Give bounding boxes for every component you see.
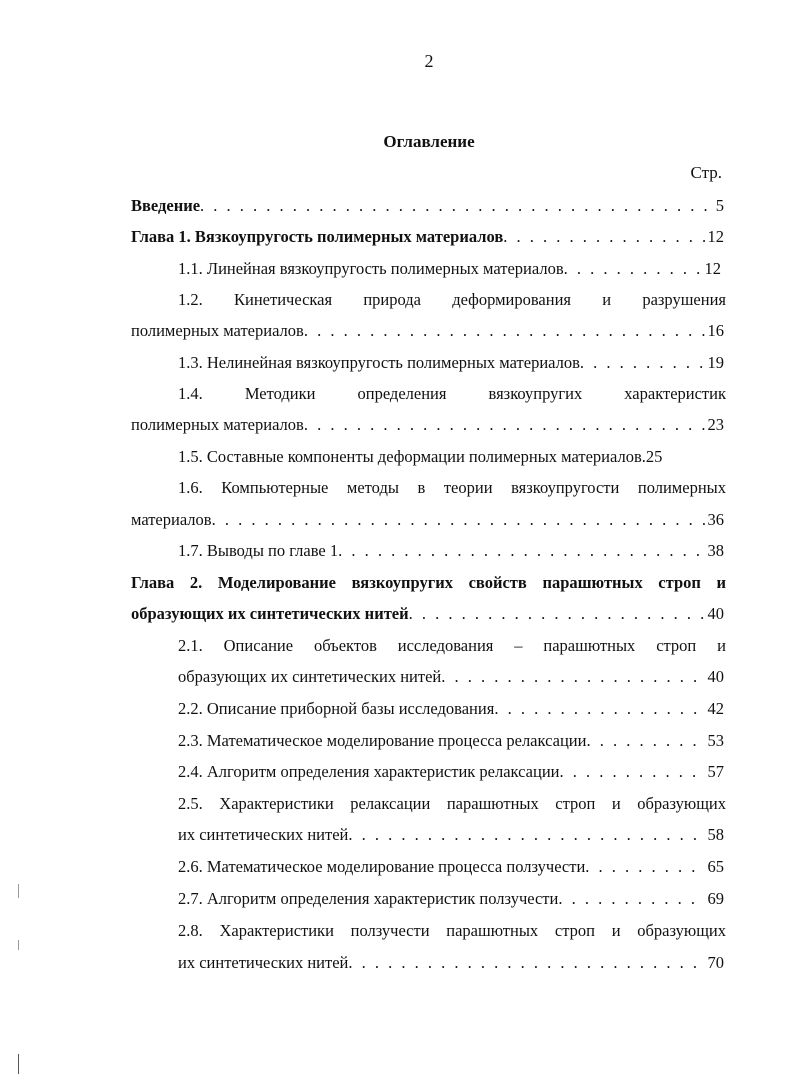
toc-entry-page: 65 — [707, 857, 724, 876]
toc-entry-text: 1.7. Выводы по главе 1 — [178, 541, 339, 560]
toc-entry-page: 53 — [707, 731, 724, 750]
toc-entry-text: 1.1. Линейная вязкоупругость полимерных материалов — [178, 259, 564, 278]
toc-entry-page: 23 — [707, 415, 724, 434]
toc-title: Оглавление — [383, 132, 475, 151]
toc-entry-1-2-line-2 — [131, 321, 724, 341]
toc-entry-text: Введение — [131, 196, 201, 215]
toc-entry-page: 16 — [707, 321, 724, 340]
toc-entry-chapter-2-line-1: Глава 2. Моделирование вязкоупругих свойств парашютных строп и — [131, 573, 726, 592]
dot-leader — [564, 259, 702, 279]
dot-leader — [441, 667, 704, 687]
page-number: 2 — [424, 51, 434, 71]
toc-entry-2-6 — [178, 857, 724, 877]
toc-entry-text: 1.3. Нелинейная вязкоупругость полимерных материалов — [178, 353, 580, 372]
toc-entry-2-1-line-1: 2.1. Описание объектов исследования – парашютных строп и — [178, 636, 726, 655]
toc-entry-text: 1.5. Составные компоненты деформации полимерных материалов. — [178, 447, 646, 466]
toc-entry-page: 58 — [707, 825, 724, 844]
dot-leader — [348, 825, 704, 845]
toc-entry-2-8-line-1: 2.8. Характеристики ползучести парашютных строп и образующих — [178, 921, 726, 940]
toc-entry-2-5-line-1: 2.5. Характеристики релаксации парашютных строп и образующих — [178, 794, 726, 813]
dot-leader — [200, 196, 713, 216]
toc-entry-chapter-1 — [131, 227, 724, 247]
toc-entry-page: 12 — [707, 227, 724, 246]
toc-entry-1-3 — [178, 353, 724, 373]
toc-entry-text: 2.6. Математическое моделирование процесса ползучести — [178, 857, 586, 876]
toc-entry-text: их синтетических нитей — [178, 953, 349, 972]
toc-entry-text: 2.7. Алгоритм определения характеристик ползучести — [178, 889, 559, 908]
toc-entry-2-1-line-2 — [178, 667, 724, 687]
toc-entry-text: материалов — [131, 510, 212, 529]
scan-artifact — [18, 884, 19, 898]
scan-artifact — [18, 1054, 19, 1074]
dot-leader — [304, 321, 705, 341]
toc-entry-page: 40 — [707, 667, 724, 686]
toc-entry-page: 19 — [707, 353, 724, 372]
scan-artifact — [18, 940, 19, 950]
toc-entry-page: 57 — [707, 762, 724, 781]
toc-entry-1-5 — [178, 447, 724, 467]
toc-entry-page: 69 — [707, 889, 724, 908]
toc-entry-page: 40 — [707, 604, 724, 623]
toc-entry-2-5-line-2 — [178, 825, 724, 845]
toc-entry-text: 2.2. Описание приборной базы исследования — [178, 699, 495, 718]
toc-entry-2-4 — [178, 762, 724, 782]
toc-entry-1-6-line-1: 1.6. Компьютерные методы в теории вязкоупругости полимерных — [178, 478, 726, 497]
toc-entry-1-2-line-1: 1.2. Кинетическая природа деформирования и разрушения — [178, 290, 726, 309]
dot-leader — [304, 415, 705, 435]
toc-entry-page: 36 — [707, 510, 724, 529]
toc-entry-intro — [131, 196, 724, 216]
dot-leader — [585, 857, 704, 877]
dot-leader — [212, 510, 705, 530]
dot-leader — [348, 953, 704, 973]
dot-leader — [580, 353, 705, 373]
toc-entry-chapter-2-line-2 — [131, 604, 724, 624]
toc-entry-text: образующих их синтетических нитей — [178, 667, 442, 686]
toc-entry-1-4-line-1: 1.4. Методики определения вязкоупругих характеристик — [178, 384, 726, 403]
dot-leader — [338, 541, 704, 561]
toc-entry-2-8-line-2 — [178, 953, 724, 973]
dot-leader — [586, 731, 704, 751]
toc-entry-2-2 — [178, 699, 724, 719]
toc-entry-text: полимерных материалов — [131, 321, 304, 340]
page-column-label: Стр. — [690, 163, 722, 182]
dot-leader — [409, 604, 705, 624]
toc-entry-text: их синтетических нитей — [178, 825, 349, 844]
dot-leader — [560, 762, 705, 782]
toc-entry-2-3 — [178, 731, 724, 751]
toc-entry-2-7 — [178, 889, 724, 909]
dot-leader — [503, 227, 704, 247]
toc-entry-page: 38 — [707, 541, 724, 560]
toc-entry-page: 25 — [645, 447, 663, 466]
toc-entry-1-4-line-2 — [131, 415, 724, 435]
dot-leader — [558, 889, 704, 909]
toc-entry-1-7 — [178, 541, 724, 561]
dot-leader — [494, 699, 704, 719]
toc-entry-text: полимерных материалов — [131, 415, 304, 434]
toc-entry-1-6-line-2 — [131, 510, 724, 530]
toc-entry-text: образующих их синтетических нитей — [131, 604, 409, 623]
toc-entry-text: Глава 1. Вязкоупругость полимерных материалов — [131, 227, 504, 246]
toc-entry-page: 12 — [704, 259, 721, 278]
toc-entry-1-1 — [178, 259, 721, 279]
toc-entry-page: 70 — [707, 953, 724, 972]
toc-entry-text: 2.4. Алгоритм определения характеристик релаксации — [178, 762, 560, 781]
toc-entry-page: 5 — [715, 196, 724, 215]
toc-entry-text: 2.3. Математическое моделирование процесса релаксации — [178, 731, 587, 750]
toc-entry-page: 42 — [707, 699, 724, 718]
